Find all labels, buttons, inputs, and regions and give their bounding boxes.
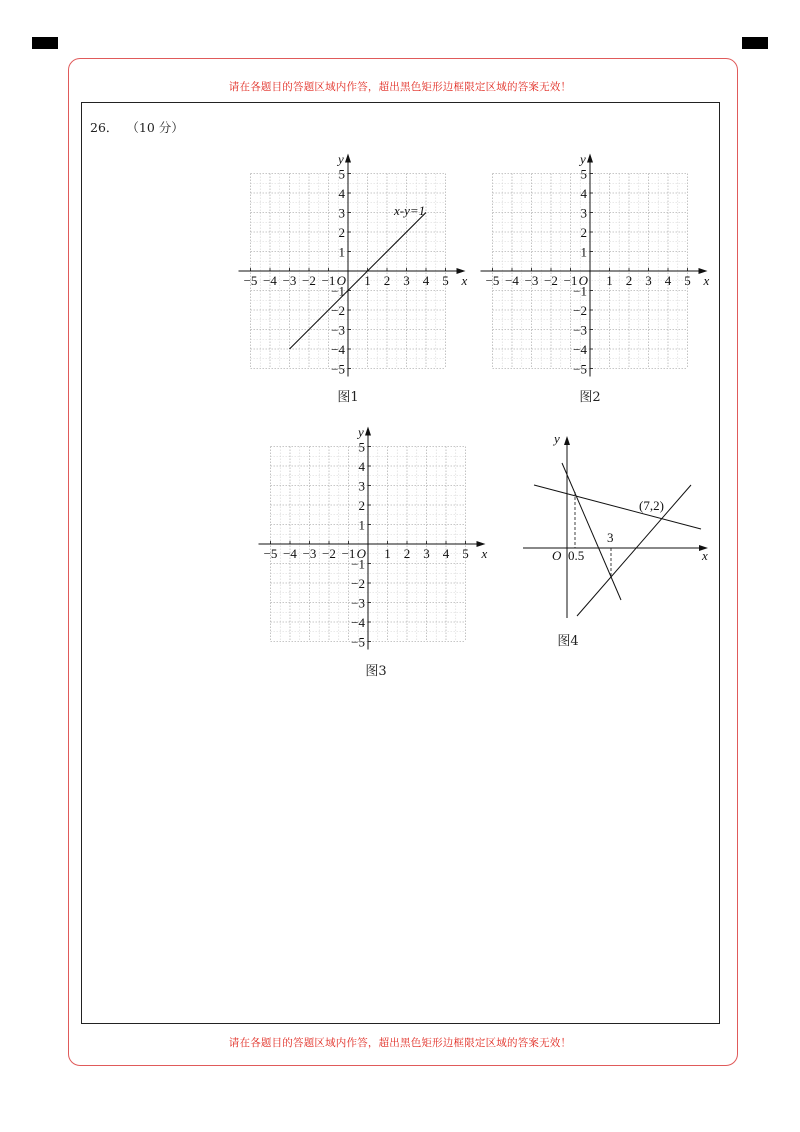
x-tick-label: −1 [563, 273, 578, 288]
y-tick-label: 1 [358, 517, 365, 533]
x-tick-label: 4 [442, 546, 450, 561]
figure-3-caption: 图3 [365, 664, 387, 679]
y-axis-label: y [580, 151, 586, 167]
x-axis-label: x [703, 273, 710, 288]
x-tick-label: −3 [524, 273, 539, 288]
y-tick-label: −5 [331, 361, 345, 377]
y-tick-label: 1 [580, 244, 587, 260]
y-tick-label: −4 [573, 342, 587, 357]
x-tick-label: −5 [263, 546, 278, 561]
question-score: （10 分） [126, 120, 184, 135]
x-tick-label: 3 [423, 546, 430, 561]
figure-2-coordinate-grid [472, 145, 722, 385]
corner-alignment-mark-right [742, 37, 768, 49]
y-tick-label: −3 [351, 595, 365, 611]
origin-label: O [552, 548, 562, 563]
y-tick-label: −1 [331, 283, 345, 299]
y-axis-arrow-icon [345, 154, 351, 163]
x-axis-label: x [461, 273, 468, 288]
y-tick-label: 3 [338, 205, 345, 221]
y-axis-label: y [338, 151, 344, 167]
y-axis-label: y [358, 424, 364, 440]
y-tick-label: 3 [358, 478, 365, 494]
figure-3-coordinate-grid [258, 418, 508, 658]
y-tick-label: 4 [338, 186, 345, 201]
question-number: 26． [90, 120, 119, 135]
y-tick-label: 5 [338, 166, 345, 182]
x-tick-label: −2 [302, 273, 316, 288]
x-tick-label: −4 [283, 546, 297, 561]
y-tick-label: −4 [331, 342, 345, 357]
corner-alignment-mark-left [32, 37, 58, 49]
warning-text-bottom: 请在各题目的答题区域内作答，超出黑色矩形边框限定区域的答案无效！ [228, 1037, 572, 1049]
x-tick-label: −2 [322, 546, 336, 561]
y-tick-label: −3 [331, 322, 345, 338]
y-tick-label: −2 [351, 576, 365, 591]
x-tick-label: 1 [606, 273, 613, 288]
x-tick-label: −2 [544, 273, 558, 288]
y-tick-label: 2 [580, 225, 587, 240]
x-tick-label: −4 [505, 273, 519, 288]
x-tick-label: −1 [341, 546, 356, 561]
x-tick-label: −5 [243, 273, 258, 288]
x-tick-label: 3 [645, 273, 652, 288]
x-tick-label: 3 [403, 273, 410, 288]
y-tick-label: −5 [573, 361, 587, 377]
figure-4-sketch [515, 428, 715, 628]
x-tick-label: 1 [364, 273, 371, 288]
y-axis-arrow-icon [587, 154, 593, 163]
y-tick-label: −1 [351, 556, 365, 572]
y-axis-arrow-icon [564, 436, 570, 445]
intersection-point-label: (7,2) [639, 498, 664, 513]
origin-label: O [578, 273, 588, 288]
y-tick-label: 5 [580, 166, 587, 182]
y-tick-label: 2 [358, 498, 365, 513]
x-tick-label: −1 [321, 273, 336, 288]
y-axis-arrow-icon [365, 427, 371, 436]
figure-1-caption: 图1 [337, 390, 359, 405]
x-tick-label: 5 [684, 273, 691, 288]
x-axis-label: x [481, 546, 488, 561]
y-tick-label: −3 [573, 322, 587, 338]
x-axis-label: x [702, 548, 708, 563]
x-tick-label: 4 [422, 273, 430, 288]
y-tick-label: −2 [331, 303, 345, 318]
figure-4-caption: 图4 [557, 634, 579, 649]
x-tick-label: 1 [384, 546, 391, 561]
y-tick-label: 4 [580, 186, 587, 201]
x-mark-label-0-5: 0.5 [568, 548, 585, 563]
x-tick-label: 2 [383, 273, 391, 288]
y-axis-label: y [554, 431, 560, 446]
y-tick-label: −2 [573, 303, 587, 318]
x-tick-label: −3 [282, 273, 297, 288]
y-tick-label: −1 [573, 283, 587, 299]
x-tick-label: 2 [403, 546, 411, 561]
y-tick-label: 1 [338, 244, 345, 260]
line-equation-label: x-y=1 [394, 203, 426, 218]
sketch-line-rising [577, 485, 691, 616]
x-tick-label: 2 [625, 273, 633, 288]
x-tick-label: −4 [263, 273, 277, 288]
x-tick-label: −5 [485, 273, 500, 288]
y-tick-label: 4 [358, 459, 365, 474]
sketch-line-shallow [534, 485, 701, 529]
figure-2-caption: 图2 [579, 390, 601, 405]
x-tick-label: 4 [664, 273, 672, 288]
x-tick-label: 5 [442, 273, 449, 288]
x-mark-label-3: 3 [607, 530, 614, 545]
question-header [90, 118, 184, 136]
y-tick-label: −5 [351, 634, 365, 650]
x-tick-label: 5 [462, 546, 469, 561]
warning-text-top: 请在各题目的答题区域内作答，超出黑色矩形边框限定区域的答案无效！ [228, 81, 572, 93]
y-tick-label: 3 [580, 205, 587, 221]
y-tick-label: 5 [358, 439, 365, 455]
origin-label: O [356, 546, 366, 561]
figure-1-coordinate-grid [230, 145, 480, 385]
origin-label: O [336, 273, 346, 288]
y-tick-label: 2 [338, 225, 345, 240]
y-tick-label: −4 [351, 615, 365, 630]
x-tick-label: −3 [302, 546, 317, 561]
